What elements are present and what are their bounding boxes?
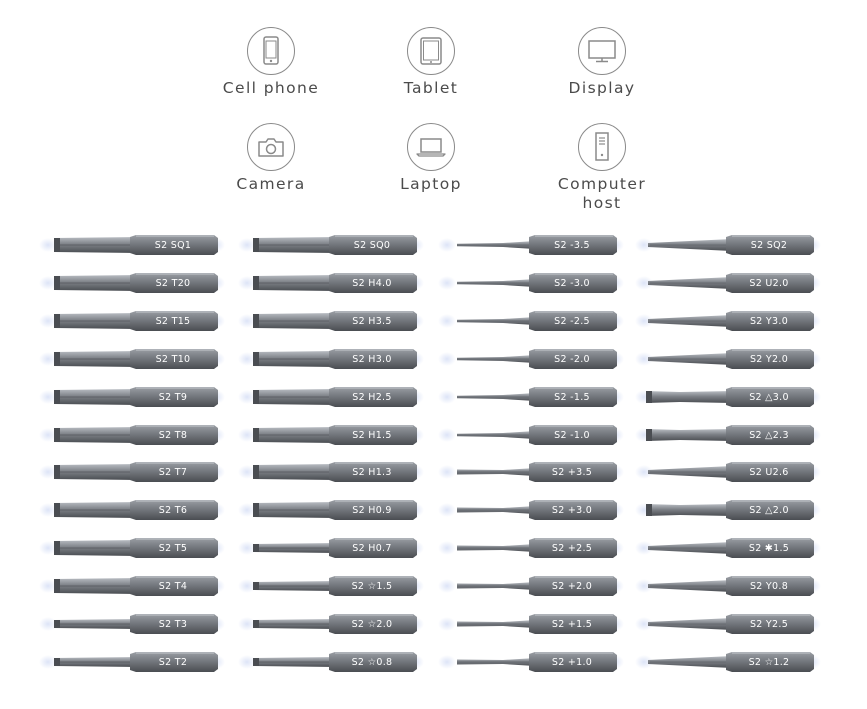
screwdriver-bit — [640, 460, 816, 484]
screwdriver-bit — [44, 612, 220, 636]
bit-size-label: S2 U2.0 — [749, 278, 789, 289]
bit-size-label: S2 T20 — [155, 278, 191, 289]
bit-size-label: S2 SQ2 — [750, 240, 788, 251]
device-label: Laptop — [400, 175, 462, 193]
bit-size-label: S2 Y3.0 — [749, 316, 789, 327]
bit-size-label: S2 △3.0 — [749, 392, 789, 403]
screwdriver-bit — [443, 498, 619, 522]
bit-size-label: S2 -1.0 — [554, 430, 590, 441]
bit-size-label: S2 H3.0 — [352, 354, 392, 365]
bit-size-label: S2 Y2.0 — [749, 354, 789, 365]
bit-size-label: S2 +1.5 — [551, 619, 593, 630]
bit-size-label: S2 +1.0 — [551, 657, 593, 668]
bit-size-label: S2 +2.0 — [551, 581, 593, 592]
bit-size-label: S2 -2.0 — [554, 354, 590, 365]
screwdriver-bit — [44, 423, 220, 447]
bit-size-label: S2 H1.3 — [352, 467, 392, 478]
screwdriver-bit — [443, 233, 619, 257]
screwdriver-bit — [640, 498, 816, 522]
screwdriver-bit — [243, 309, 419, 333]
screwdriver-bit — [243, 233, 419, 257]
screwdriver-bit — [443, 574, 619, 598]
bit-size-label: S2 U2.6 — [749, 467, 789, 478]
screwdriver-bit — [44, 385, 220, 409]
bit-size-label: S2 +3.0 — [551, 505, 593, 516]
bit-size-label: S2 ☆1.2 — [748, 657, 790, 668]
bit-size-label: S2 T5 — [158, 543, 188, 554]
screwdriver-bit — [243, 498, 419, 522]
screwdriver-bit — [44, 574, 220, 598]
screwdriver-bit — [640, 423, 816, 447]
screwdriver-bit — [443, 612, 619, 636]
bit-size-label: S2 T9 — [158, 392, 188, 403]
bit-size-label: S2 H3.5 — [352, 316, 392, 327]
device-label: Camera — [236, 175, 306, 193]
screwdriver-bit — [44, 233, 220, 257]
bit-size-label: S2 H2.5 — [352, 392, 392, 403]
screwdriver-bit — [243, 347, 419, 371]
screwdriver-bit — [44, 536, 220, 560]
bit-size-label: S2 ✱1.5 — [748, 543, 790, 554]
bit-size-label: S2 H4.0 — [352, 278, 392, 289]
bit-size-label: S2 -2.5 — [554, 316, 590, 327]
screwdriver-bit — [443, 423, 619, 447]
bit-size-label: S2 SQ0 — [353, 240, 391, 251]
screwdriver-bit — [443, 271, 619, 295]
screwdriver-bit — [44, 271, 220, 295]
bit-size-label: S2 Y0.8 — [749, 581, 789, 592]
screwdriver-bit — [44, 309, 220, 333]
bit-size-label: S2 △2.3 — [749, 430, 789, 441]
bit-size-label: S2 ☆0.8 — [351, 657, 393, 668]
screwdriver-bit — [640, 309, 816, 333]
bit-size-label: S2 T2 — [158, 657, 188, 668]
screwdriver-bit — [44, 650, 220, 674]
screwdriver-bit — [640, 233, 816, 257]
device-label: Cell phone — [222, 79, 320, 97]
bit-size-label: S2 T6 — [158, 505, 188, 516]
device-label: Tablet — [403, 79, 459, 97]
screwdriver-bit — [243, 423, 419, 447]
screwdriver-bit — [44, 460, 220, 484]
device-label: Computer host — [557, 175, 647, 212]
screwdriver-bit — [243, 612, 419, 636]
bit-size-label: S2 △2.0 — [749, 505, 789, 516]
bit-size-label: S2 T15 — [155, 316, 191, 327]
screwdriver-bit — [243, 650, 419, 674]
screwdriver-bit — [443, 385, 619, 409]
bit-size-label: S2 T8 — [158, 430, 188, 441]
screwdriver-bit — [243, 460, 419, 484]
bit-size-label: S2 ☆2.0 — [351, 619, 393, 630]
screwdriver-bit — [44, 347, 220, 371]
bit-size-label: S2 -1.5 — [554, 392, 590, 403]
bit-size-label: S2 H0.9 — [352, 505, 392, 516]
screwdriver-bit — [44, 498, 220, 522]
bit-size-label: S2 ☆1.5 — [351, 581, 393, 592]
screwdriver-bit — [640, 385, 816, 409]
screwdriver-bit — [443, 650, 619, 674]
bit-size-label: S2 H0.7 — [352, 543, 392, 554]
bit-size-label: S2 +3.5 — [551, 467, 593, 478]
screwdriver-bit — [243, 536, 419, 560]
device-label: Display — [568, 79, 636, 97]
screwdriver-bit — [640, 612, 816, 636]
bit-size-label: S2 T3 — [158, 619, 188, 630]
screwdriver-bit — [243, 385, 419, 409]
screwdriver-bit — [243, 574, 419, 598]
bit-size-label: S2 T10 — [155, 354, 191, 365]
screwdriver-bit — [640, 271, 816, 295]
bit-size-label: S2 -3.0 — [554, 278, 590, 289]
screwdriver-bit — [243, 271, 419, 295]
bit-size-label: S2 SQ1 — [154, 240, 192, 251]
screwdriver-bit — [443, 347, 619, 371]
screwdriver-bit — [640, 650, 816, 674]
bit-size-label: S2 T4 — [158, 581, 188, 592]
bit-size-label: S2 Y2.5 — [749, 619, 789, 630]
bit-size-label: S2 T7 — [158, 467, 188, 478]
screwdriver-bit — [443, 536, 619, 560]
screwdriver-bit — [640, 574, 816, 598]
screwdriver-bit — [640, 536, 816, 560]
bit-size-label: S2 +2.5 — [551, 543, 593, 554]
screwdriver-bit — [640, 347, 816, 371]
bit-size-label: S2 -3.5 — [554, 240, 590, 251]
screwdriver-bit — [443, 460, 619, 484]
screwdriver-bit — [443, 309, 619, 333]
bit-size-label: S2 H1.5 — [352, 430, 392, 441]
